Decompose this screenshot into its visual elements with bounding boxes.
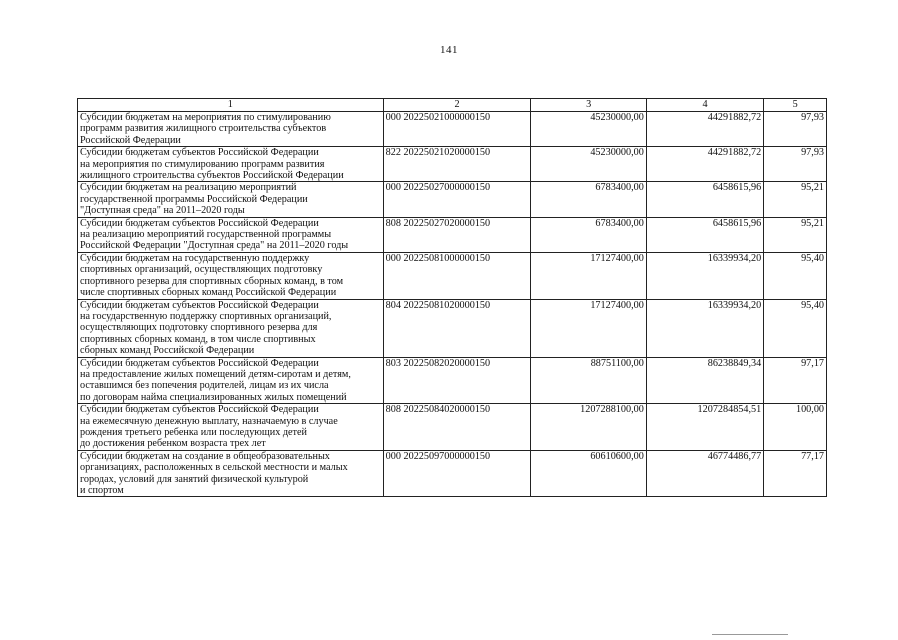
row-percent-cell: 97,93 (764, 147, 827, 182)
row-percent-cell: 95,21 (764, 217, 827, 252)
row-executed-cell: 16339934,20 (646, 299, 763, 357)
row-executed-cell: 6458615,96 (646, 182, 763, 217)
footer-line (712, 634, 788, 635)
row-name-line: на государственную поддержку спортивных организаций, (80, 310, 332, 322)
row-name-line: на предоставление жилых помещений детям-сиротам и детям, (80, 368, 351, 380)
row-executed-cell: 44291882,72 (646, 112, 763, 147)
row-name-line: сборных команд Российской Федерации (80, 345, 255, 357)
row-name-cell (78, 357, 384, 404)
row-code-cell: 808 20225027020000150 (383, 217, 531, 252)
row-name-line: и спортом (80, 485, 124, 496)
row-name-line: Субсидии бюджетам на мероприятия по стимулированию (80, 112, 331, 123)
table-row (78, 252, 827, 299)
row-name-cell (78, 299, 384, 357)
row-code-cell: 000 20225021000000150 (383, 112, 531, 147)
row-code-cell: 808 20225084020000150 (383, 404, 531, 451)
row-executed-cell: 1207284854,51 (646, 404, 763, 451)
row-code-cell: 803 20225082020000150 (383, 357, 531, 404)
table-row (78, 217, 827, 252)
row-name-line: на мероприятия по стимулированию программ развития (80, 158, 325, 170)
row-executed-cell: 6458615,96 (646, 217, 763, 252)
row-name-line: Субсидии бюджетам субъектов Российской Федерации (80, 299, 319, 311)
row-executed-cell: 16339934,20 (646, 252, 763, 299)
table-header (78, 99, 827, 112)
table-row (78, 112, 827, 147)
row-name-line: Российской Федерации (80, 134, 181, 146)
row-planned-cell: 45230000,00 (531, 112, 646, 147)
row-name-line: числе спортивных сборных команд Российской Федерации (80, 287, 337, 299)
row-name-line: Субсидии бюджетам субъектов Российской Федерации (80, 357, 319, 369)
row-name-cell (78, 182, 384, 217)
header-col-1: 1 (78, 99, 384, 112)
row-planned-cell: 6783400,00 (531, 182, 646, 217)
row-name-line: спортивных организаций, осуществляющих подготовку (80, 264, 323, 276)
row-percent-cell: 77,17 (764, 450, 827, 497)
row-name-line: спортивного резерва для спортивных сборных команд, в том (80, 275, 344, 287)
header-col-2: 2 (383, 99, 531, 112)
row-name-line: организациях, расположенных в сельской местности и малых (80, 462, 348, 474)
header-row (78, 99, 827, 112)
row-name-line: Российской Федерации "Доступная среда" на 2011–2020 годы (80, 240, 349, 252)
row-executed-cell: 46774486,77 (646, 450, 763, 497)
row-name-cell (78, 404, 384, 451)
row-planned-cell: 45230000,00 (531, 147, 646, 182)
row-name-line: осуществляющих подготовку спортивного резерва для (80, 322, 318, 334)
row-name-line: Субсидии бюджетам субъектов Российской Федерации (80, 404, 319, 416)
row-name-line: жилищного строительства субъектов Российской Федерации (80, 170, 344, 182)
row-name-line: Субсидии бюджетам на создание в общеобразовательных (80, 450, 330, 462)
row-planned-cell: 17127400,00 (531, 252, 646, 299)
row-code-cell: 000 20225097000000150 (383, 450, 531, 497)
header-col-5: 5 (764, 99, 827, 112)
table-row (78, 299, 827, 357)
row-planned-cell: 17127400,00 (531, 299, 646, 357)
row-name-line: оставшимся без попечения родителей, лицам из их числа (80, 380, 329, 392)
row-executed-cell: 44291882,72 (646, 147, 763, 182)
row-name-line: Субсидии бюджетам на реализацию мероприятий (80, 182, 297, 194)
row-percent-cell: 97,17 (764, 357, 827, 404)
budget-table (77, 98, 827, 497)
row-planned-cell: 88751100,00 (531, 357, 646, 404)
row-name-line: "Доступная среда" на 2011–2020 годы (80, 205, 245, 217)
row-planned-cell: 60610600,00 (531, 450, 646, 497)
row-percent-cell: 95,40 (764, 299, 827, 357)
row-code-cell: 822 20225021020000150 (383, 147, 531, 182)
row-name-cell (78, 252, 384, 299)
row-code-cell: 000 20225027000000150 (383, 182, 531, 217)
row-name-line: Субсидии бюджетам на государственную поддержку (80, 252, 310, 264)
table-row (78, 357, 827, 404)
row-name-line: Субсидии бюджетам субъектов Российской Федерации (80, 147, 319, 159)
table-body (78, 112, 827, 497)
row-name-cell (78, 450, 384, 497)
row-planned-cell: 6783400,00 (531, 217, 646, 252)
table-row (78, 147, 827, 182)
row-name-line: городах, условий для занятий физической культурой (80, 473, 309, 485)
table-row (78, 404, 827, 451)
row-percent-cell: 100,00 (764, 404, 827, 451)
row-percent-cell: 95,21 (764, 182, 827, 217)
table-row (78, 450, 827, 497)
row-name-cell (78, 112, 384, 147)
row-name-line: на реализацию мероприятий государственной программы (80, 229, 332, 241)
row-name-line: на ежемесячную денежную выплату, назначаемую в случае (80, 415, 338, 427)
row-name-line: программ развития жилищного строительства субъектов (80, 123, 327, 135)
row-percent-cell: 97,93 (764, 112, 827, 147)
header-col-4: 4 (646, 99, 763, 112)
row-executed-cell: 86238849,34 (646, 357, 763, 404)
page-number: 141 (440, 44, 458, 56)
row-name-line: Субсидии бюджетам субъектов Российской Федерации (80, 217, 319, 229)
row-name-cell (78, 147, 384, 182)
row-name-line: рождения третьего ребенка или последующих детей (80, 426, 307, 438)
row-code-cell: 804 20225081020000150 (383, 299, 531, 357)
row-name-line: по договорам найма специализированных жилых помещений (80, 391, 347, 403)
row-name-line: до достижения ребенком возраста трех лет (80, 438, 266, 450)
row-name-cell (78, 217, 384, 252)
table-row (78, 182, 827, 217)
row-percent-cell: 95,40 (764, 252, 827, 299)
row-planned-cell: 1207288100,00 (531, 404, 646, 451)
row-name-line: спортивных сборных команд, в том числе спортивных (80, 333, 316, 345)
row-code-cell: 000 20225081000000150 (383, 252, 531, 299)
header-col-3: 3 (531, 99, 646, 112)
row-name-line: государственной программы Российской Федерации (80, 193, 308, 205)
